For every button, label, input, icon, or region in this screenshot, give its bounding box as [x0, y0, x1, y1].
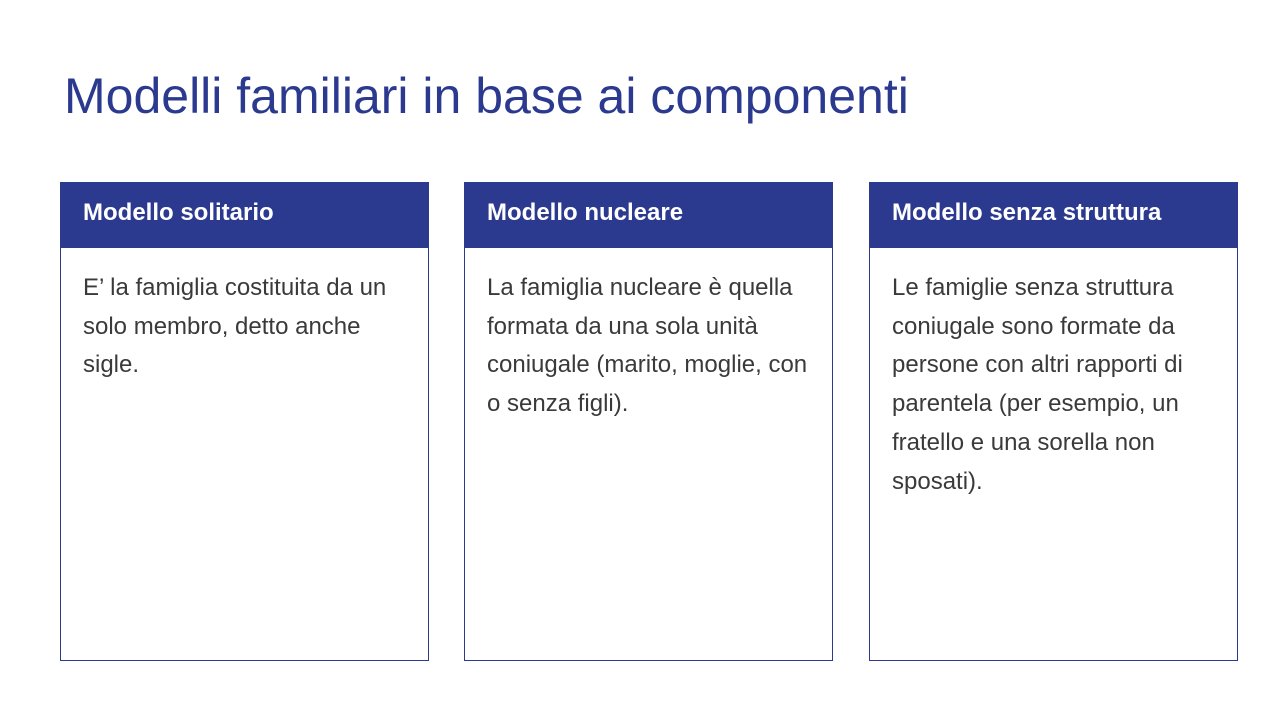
card-header: Modello solitario	[61, 183, 428, 248]
slide-title: Modelli familiari in base ai componenti	[64, 68, 909, 124]
card-header: Modello senza struttura	[870, 183, 1237, 248]
card-body: E’ la famiglia costituita da un solo membro, detto anche sigle.	[83, 274, 387, 379]
card-modello-nucleare	[464, 182, 833, 661]
card-header: Modello nucleare	[465, 183, 832, 248]
card-body: La famiglia nucleare è quella formata da una sola unità coniugale (marito, moglie, con o senza figli).	[487, 274, 808, 418]
card-body: Le famiglie senza struttura coniugale sono formate da persone con altri rapporti di parentela (per esempio, un fratello e una sorella non sposati).	[892, 274, 1183, 495]
card-modello-solitario	[60, 182, 429, 661]
card-modello-senza-struttura	[869, 182, 1238, 661]
